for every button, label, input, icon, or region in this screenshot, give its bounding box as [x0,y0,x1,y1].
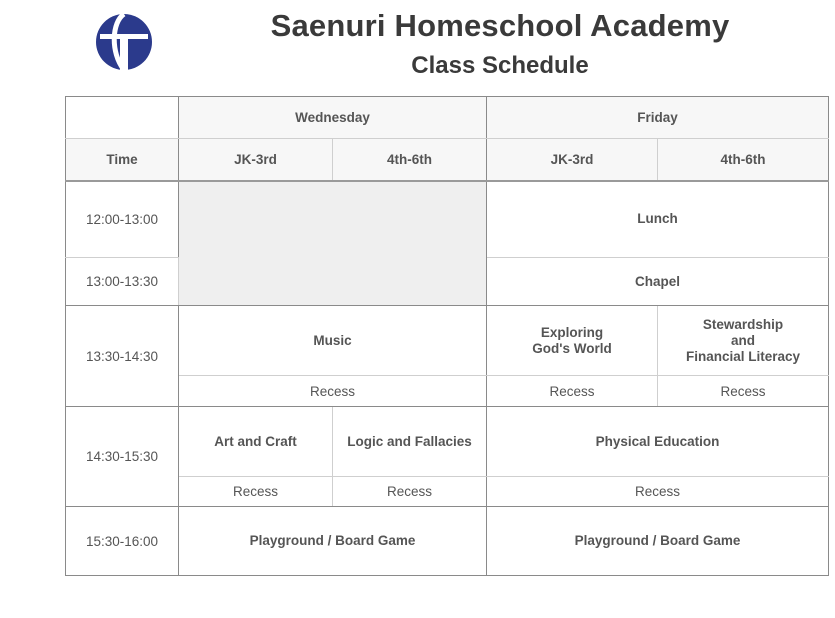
friday-chapel: Chapel [487,258,829,306]
day-header-row [66,97,829,139]
friday-playground: Playground / Board Game [487,507,829,576]
friday-jk3-recess: Recess [487,376,658,407]
wednesday-art-and-craft: Art and Craft [179,407,333,477]
page-subtitle: Class Schedule [411,52,589,79]
time-slot: 12:00-13:00 [66,181,179,258]
school-title: Saenuri Homeschool Academy [270,8,730,43]
grade-header-row [66,139,829,181]
class-name-line: Financial Literacy [685,348,801,364]
wednesday-4to6-recess: Recess [333,477,487,507]
corner-cell [66,97,179,139]
schedule-row [66,306,829,376]
wednesday-logic-and-fallacies: Logic and Fallacies [333,407,487,477]
class-name-line: God's World [532,340,612,356]
friday-stewardship [658,306,829,376]
schedule-row [66,181,829,258]
grade-header-fri-jk3: JK-3rd [487,139,658,181]
day-header-wednesday: Wednesday [179,97,487,139]
schedule-row [66,407,829,477]
friday-lunch: Lunch [487,181,829,258]
grade-header-wed-jk3: JK-3rd [179,139,333,181]
time-slot: 15:30-16:00 [66,507,179,576]
time-slot: 13:00-13:30 [66,258,179,306]
class-name-line: Stewardship [702,316,784,332]
friday-4to6-recess: Recess [658,376,829,407]
time-slot: 14:30-15:30 [66,407,179,507]
school-logo-icon [94,12,154,72]
grade-header-wed-4to6: 4th-6th [333,139,487,181]
wednesday-music: Music [179,306,487,376]
class-name-line: Exploring [540,324,604,340]
friday-recess: Recess [487,477,829,507]
time-header: Time [66,139,179,181]
grade-header-fri-4to6: 4th-6th [658,139,829,181]
day-header-friday: Friday [487,97,829,139]
wednesday-playground: Playground / Board Game [179,507,487,576]
time-slot: 13:30-14:30 [66,306,179,407]
wednesday-jk3-recess: Recess [179,477,333,507]
schedule-row [66,376,829,407]
class-name-line: and [731,332,756,348]
schedule-row [66,477,829,507]
wednesday-recess: Recess [179,376,487,407]
schedule-row [66,507,829,576]
friday-physical-education: Physical Education [487,407,829,477]
friday-exploring-gods-world [487,306,658,376]
wednesday-empty-block [179,181,487,306]
class-schedule-table [65,96,829,576]
